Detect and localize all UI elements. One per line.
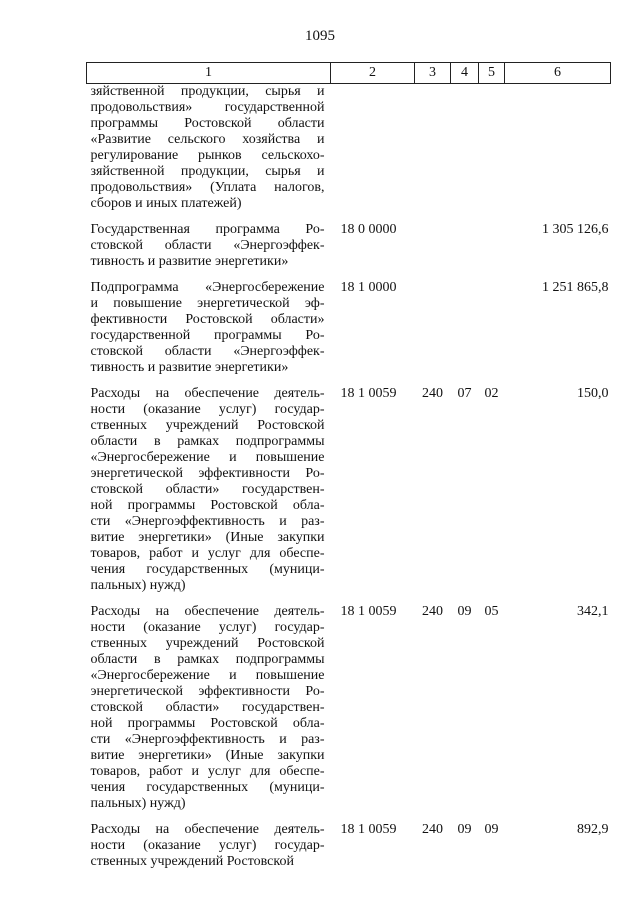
row-code: 18 1 0059 (340, 604, 397, 619)
description-line: и повышение энергетической эф- (90, 296, 325, 311)
row-col-4 (451, 222, 479, 280)
header-col-4: 4 (451, 63, 479, 84)
header-col-1: 1 (87, 63, 331, 84)
row-col-5 (479, 84, 505, 223)
description-line: товаров, работ и услуг для обеспе- (90, 546, 325, 561)
table-header (87, 63, 611, 84)
description-line: Расходы на обеспечение деятель- (90, 822, 325, 837)
table-body (87, 84, 611, 881)
description-line: продовольствия» (Уплата налогов, (90, 180, 325, 195)
description-line: тивность и развитие энергетики» (90, 254, 289, 269)
description-line: пальных) нужд) (90, 578, 186, 593)
row-col-3: 240 (422, 386, 443, 401)
table-row (87, 386, 611, 604)
row-col-4 (451, 84, 479, 223)
description-line: ной программы Ростовской обла- (90, 716, 325, 731)
row-code: 18 1 0059 (340, 822, 397, 837)
description-line: стовской области «Энергоэффек- (90, 344, 325, 359)
description-line: стовской области» государствен- (90, 482, 325, 497)
description-line: ственных учреждений Ростовской (90, 854, 294, 869)
row-col-3 (415, 222, 451, 280)
row-col-5 (479, 280, 505, 386)
row-description (87, 822, 331, 880)
description-line: стовской области» государствен- (90, 700, 325, 715)
description-line: области в рамках подпрограммы (90, 652, 325, 667)
row-description (87, 222, 331, 280)
row-code: 18 0 0000 (340, 222, 397, 237)
description-line: Расходы на обеспечение деятель- (90, 604, 325, 619)
description-line: ности (оказание услуг) государ- (90, 838, 325, 853)
row-code (331, 84, 415, 223)
row-description (87, 84, 331, 223)
page-number: 1095 (305, 28, 335, 44)
description-line: чения государственных (муници- (90, 562, 325, 577)
description-line: товаров, работ и услуг для обеспе- (90, 764, 325, 779)
row-col-4: 09 (457, 822, 472, 837)
description-line: сборов и иных платежей) (90, 196, 242, 211)
description-line: энергетической эффективности Ро- (90, 466, 325, 481)
row-description (87, 604, 331, 822)
row-code: 18 1 0059 (340, 386, 397, 401)
description-line: области в рамках подпрограммы (90, 434, 325, 449)
row-col-3 (415, 84, 451, 223)
row-col-4 (451, 280, 479, 386)
row-col-5 (479, 222, 505, 280)
description-line: ности (оказание услуг) государ- (90, 620, 325, 635)
description-line: сти «Энергоэффективность и раз- (90, 514, 325, 529)
table-row (87, 84, 611, 223)
row-col-4: 07 (457, 386, 472, 401)
description-line: сти «Энергоэффективность и раз- (90, 732, 325, 747)
description-line: энергетической эффективности Ро- (90, 684, 325, 699)
description-line: программы Ростовской области (90, 116, 325, 131)
description-line: ной программы Ростовской обла- (90, 498, 325, 513)
description-line: витие энергетики» (Иные закупки (90, 748, 325, 763)
row-col-5: 02 (484, 386, 499, 401)
description-line: Государственная программа Ро- (90, 222, 325, 237)
row-col-5: 09 (484, 822, 499, 837)
description-line: «Развитие сельского хозяйства и (90, 132, 325, 147)
description-line: государственной программы Ро- (90, 328, 325, 343)
table-row (87, 822, 611, 880)
row-amount: 342,1 (577, 604, 609, 619)
budget-table (86, 62, 611, 880)
row-col-3: 240 (422, 822, 443, 837)
header-col-3: 3 (415, 63, 451, 84)
description-line: тивность и развитие энергетики» (90, 360, 289, 375)
row-description (87, 386, 331, 604)
row-code: 18 1 0000 (340, 280, 397, 295)
description-line: продовольствия» государственной (90, 100, 325, 115)
description-line: Подпрограмма «Энергосбережение (90, 280, 325, 295)
description-line: «Энергосбережение и повышение (90, 450, 325, 465)
row-col-4: 09 (457, 604, 472, 619)
row-amount: 150,0 (577, 386, 609, 401)
description-line: стовской области «Энергоэффек- (90, 238, 325, 253)
description-line: ственных учреждений Ростовской (90, 418, 325, 433)
row-col-3: 240 (422, 604, 443, 619)
table-row (87, 280, 611, 386)
description-line: Расходы на обеспечение деятель- (90, 386, 325, 401)
header-col-2: 2 (331, 63, 415, 84)
table-row (87, 604, 611, 822)
description-line: витие энергетики» (Иные закупки (90, 530, 325, 545)
row-amount: 1 305 126,6 (542, 222, 609, 237)
row-col-5: 05 (484, 604, 499, 619)
description-line: ности (оказание услуг) государ- (90, 402, 325, 417)
description-line: чения государственных (муници- (90, 780, 325, 795)
row-amount: 892,9 (577, 822, 609, 837)
description-line: «Энергосбережение и повышение (90, 668, 325, 683)
description-line: зяйственной продукции, сырья и (90, 164, 325, 179)
description-line: регулирование рынков сельскохо- (90, 148, 325, 163)
row-col-3 (415, 280, 451, 386)
row-amount (505, 84, 611, 223)
description-line: фективности Ростовской области» (90, 312, 325, 327)
description-line: зяйственной продукции, сырья и (90, 84, 325, 99)
row-amount: 1 251 865,8 (542, 280, 609, 295)
row-description (87, 280, 331, 386)
table-row (87, 222, 611, 280)
header-col-6: 6 (505, 63, 611, 84)
description-line: ственных учреждений Ростовской (90, 636, 325, 651)
header-col-5: 5 (479, 63, 505, 84)
description-line: пальных) нужд) (90, 796, 186, 811)
